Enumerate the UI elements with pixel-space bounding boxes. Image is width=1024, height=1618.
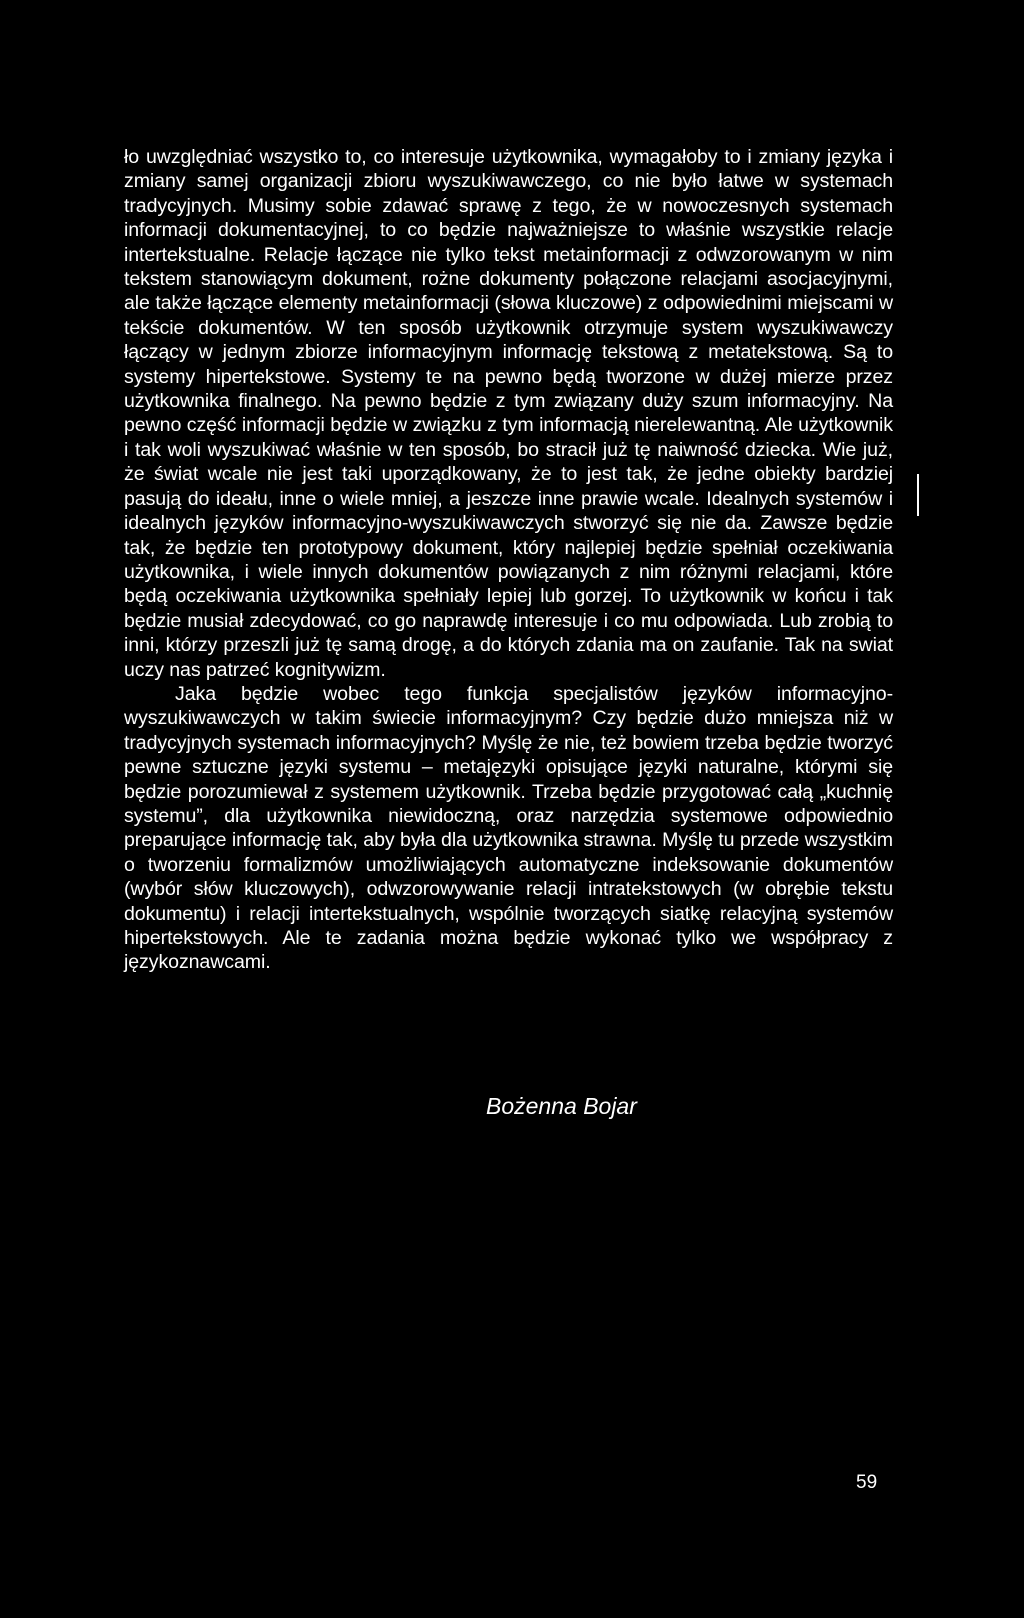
margin-mark xyxy=(917,474,919,516)
paragraph: Jaka będzie wobec tego funkcja specjalistów języków informacyjno-wyszukiwawczych w takim świecie informacyjnym? Czy będzie dużo mniejsza niż w tradycyjnych systemach informacyjnych? Myślę że nie, też bowiem trzeba będzie tworzyć pewne sztuczne języki systemu – metajęzyki opisujące języki naturalne, którymi się będzie porozumiewał z systemem użytkownik. Trzeba będzie przygotować całą „kuchnię systemu”, dla użytkownika niewidoczną, oraz narzędzia systemowe odpowiednio preparujące informację tak, aby była dla użytkownika strawna. Myślę tu przede wszystkim o tworzeniu formalizmów umożliwiających automatyczne indeksowanie dokumentów (wybór słów kluczowych), odwzorowywanie relacji intratekstowych (w obrębie tekstu dokumentu) i relacji intertekstualnych, wspólnie tworzących siatkę relacyjną systemów hipertekstowych. Ale te zadania można będzie wykonać tylko we współpracy z językoznawcami. xyxy=(124,682,893,974)
paragraph: ło uwzględniać wszystko to, co interesuje użytkownika, wymagałoby to i zmiany języka i zmiany samej organizacji zbioru wyszukiwawczego, co nie było łatwe w systemach tradycyjnych. Musimy sobie zdawać sprawę z tego, że w nowoczesnych systemach informacji dokumentacyjnej, to co będzie najważniejsze to właśnie wszystkie relacje intertekstualne. Relacje łączące nie tylko tekst metainformacji z odwzorowanym w nim tekstem stanowiącym dokument, rożne dokumenty połączone relacjami asocjacyjnymi, ale także łączące elementy metainformacji (słowa kluczowe) z odpowiednimi miejscami w tekście dokumentów. W ten sposób użytkownik otrzymuje system wyszukiwawczy łączący w jednym zbiorze informacyjnym informację tekstową z metatekstową. Są to systemy hipertekstowe. Systemy te na pewno będą tworzone w dużej mierze przez użytkownika finalnego. Na pewno będzie z tym związany duży szum informacyjny. Na pewno część informacji będzie w związku z tym informacją nierelewantną. Ale użytkownik i tak woli wyszukiwać właśnie w ten sposób, bo stracił już tę naiwność dziecka. Wie już, że świat wcale nie jest taki uporządkowany, że to jest tak, że jedne obiekty bardziej pasują do ideału, inne o wiele mniej, a jeszcze inne prawie wcale. Idealnych systemów i idealnych języków informacyjno-wyszukiwawczych stworzyć się nie da. Zawsze będzie tak, że będzie ten prototypowy dokument, który najlepiej będzie spełniał oczekiwania użytkownika, i wiele innych dokumentów powiązanych z nim różnymi relacjami, które będą oczekiwania użytkownika spełniały lepiej lub gorzej. To użytkownik w końcu i tak będzie musiał zdecydować, co go naprawdę interesuje i co mu odpowiada. Lub zrobią to inni, którzy przeszli już tę samą drogę, a do których zdania ma on zaufanie. Tak na swiat uczy nas patrzeć kognitywizm. xyxy=(124,146,893,681)
body-text xyxy=(124,145,893,975)
author-signature: Bożenna Bojar xyxy=(486,1093,637,1119)
page-number: 59 xyxy=(856,1472,878,1493)
